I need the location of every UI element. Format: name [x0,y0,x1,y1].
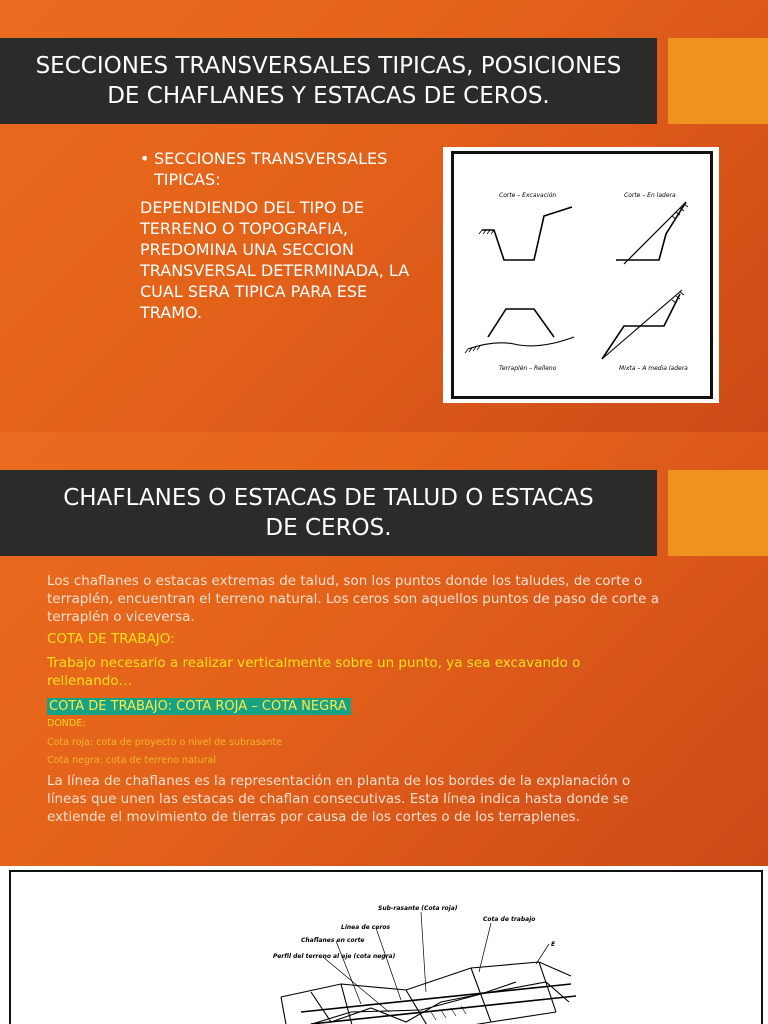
label-chaflanes: Chaflanes en corte [301,937,365,944]
slide-2-title [0,470,657,556]
cross-sections-figure [443,147,719,403]
label-cota-trabajo: Cota de trabajo [483,916,536,923]
cross-sections-drawing [454,154,710,396]
slide-1-body-text: DEPENDIENDO DEL TIPO DE TERRENO O TOPOGRAFIA, PREDOMINA UNA SECCION TRANSVERSAL DETERMINADA, LA CUAL SERA TIPICA PARA ESE TRAMO. [140,198,410,322]
formula-row [47,695,667,715]
cota-negra-definition: Cota negra: cota de terreno natural [47,755,217,766]
slide-3 [0,866,768,1024]
ground-terraplen [468,337,574,349]
slide-1-accent-block [668,38,768,124]
slide-1 [0,0,768,432]
plan-drawing [11,872,761,1024]
cross-sections-frame [451,151,713,399]
plan-figure-frame [9,870,763,1024]
label-terraplen: Terraplén – Relleno [499,365,557,372]
donde-label: DONDE: [47,718,86,729]
cota-formula: COTA DE TRABAJO: COTA ROJA – COTA NEGRA [47,698,351,715]
slide-2-title-line-1: CHAFLANES O ESTACAS DE TALUD O ESTACAS [63,485,594,511]
label-corte-excavacion: Corte – Excavación [499,192,557,199]
label-linea-ceros: Línea de ceros [341,924,391,931]
bullet-heading-text: SECCIONES TRANSVERSALES TIPICAS: [154,149,388,189]
chaflanes-paragraph: Los chaflanes o estacas extremas de talud, son los puntos donde los taludes, de corte o terraplén, encuentran el terreno natural. Los ceros son aquellos puntos de paso de corte a terraplén o viceversa. [47,573,660,625]
slide-2-accent-block [668,470,768,556]
slide-1-title-line-2: DE CHAFLANES Y ESTACAS DE CEROS. [107,83,550,109]
label-subrasante: Sub-rasante (Cota roja) [378,905,458,912]
cota-roja-definition: Cota roja: cota de proyecto o nivel de subrasante [47,737,283,748]
section-corte-excavacion [482,207,572,260]
slide-1-title-line-1: SECCIONES TRANSVERSALES TIPICAS, POSICIONES [35,53,622,79]
terrain-mesh [281,962,571,1024]
slide-1-title [0,38,657,124]
slope-corte-ladera [624,202,686,264]
label-corte-ladera: Corte – En ladera [624,192,676,199]
cota-heading: COTA DE TRABAJO: [47,631,175,647]
slide-2-title-line-2: DE CEROS. [265,515,392,541]
label-e: E [551,941,556,948]
section-corte-ladera [616,202,686,260]
bullet-heading [140,148,420,190]
slide-2 [0,432,768,866]
linea-chaflanes-paragraph: La línea de chaflanes es la representación en planta de los bordes de la explanación o líneas que unen las estacas de chaflan consecutivas. Esta línea indica hasta donde se extiende el movimiento de tierras por causa de los cortes o de los terraplenes. [47,773,631,825]
slope-mixta [602,290,682,359]
bullet-marker: • [140,149,150,168]
section-terraplen [488,309,554,337]
label-mixta: Mixta – A media ladera [619,365,688,372]
label-perfil: Perfil del terreno al eje (cota negra) [273,953,396,960]
cota-description: Trabajo necesario a realizar verticalmente sobre un punto, ya sea excavando o rellenando… [47,655,581,689]
